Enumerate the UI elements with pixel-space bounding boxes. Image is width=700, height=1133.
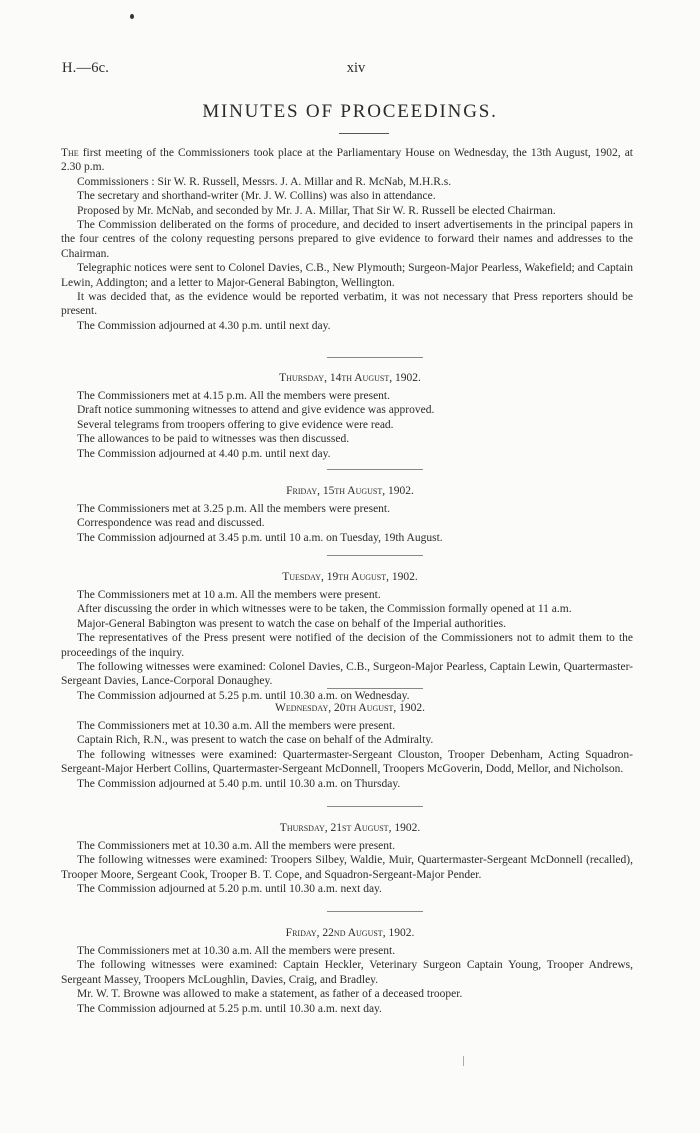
section-separator	[327, 911, 423, 912]
session-heading: Thursday, 21st August, 1902.	[279, 822, 421, 834]
session-body	[61, 719, 633, 791]
session-body	[61, 944, 633, 1016]
session-heading: Friday, 15th August, 1902.	[286, 485, 414, 497]
paragraph: The Commission adjourned at 5.25 p.m. until 10.30 a.m. on Wednesday.	[77, 689, 410, 702]
paragraph: The Commission adjourned at 4.30 p.m. until next day.	[77, 319, 331, 332]
paragraph: Commissioners : Sir W. R. Russell, Messrs. J. A. Millar and R. McNab, M.H.R.s.	[77, 175, 452, 188]
paragraph: After discussing the order in which witnesses were to be taken, the Commission formally opened at 11 a.m.	[77, 603, 572, 616]
paragraph: The representatives of the Press present were notified of the decision of the Commissioners not to admit them to the proceedings of the inquiry.	[61, 632, 633, 659]
section-separator	[327, 806, 423, 807]
session-date: 21st August, 1902.	[330, 822, 421, 834]
page-title: MINUTES OF PROCEEDINGS.	[202, 101, 498, 122]
paragraph: The allowances to be paid to witnesses was then discussed.	[77, 433, 350, 446]
paragraph: Major-General Babington was present to watch the case on behalf of the Imperial authorities.	[77, 617, 506, 630]
paragraph: The following witnesses were examined: Colonel Davies, C.B., Surgeon-Major Pearless, Captain Lewin, Quartermaster-Sergeant Davies, Lance-Corporal Donaughey.	[61, 661, 633, 688]
header-page-number: xiv	[346, 60, 366, 76]
session-heading: Thursday, 14th August, 1902.	[279, 372, 421, 384]
session-body	[61, 839, 633, 897]
session-heading: Wednesday, 20th August, 1902.	[275, 702, 425, 714]
paragraph: Proposed by Mr. McNab, and seconded by Mr. J. A. Millar, That Sir W. R. Russell be elected Chairman.	[77, 204, 556, 217]
section-separator	[327, 688, 423, 689]
paragraph: Telegraphic notices were sent to Colonel Davies, C.B., New Plymouth; Surgeon-Major Pearless, Wakefield; and Captain Lewin, Addington; and a letter to Major-General Babington, Wellington.	[61, 262, 633, 289]
paragraph: Several telegrams from troopers offering to give evidence were read.	[77, 418, 394, 431]
paragraph: Captain Rich, R.N., was present to watch the case on behalf of the Admiralty.	[77, 734, 434, 747]
session-heading: Tuesday, 19th August, 1902.	[282, 571, 418, 583]
session-date: 20th August, 1902.	[333, 702, 425, 714]
drop-word: The	[61, 147, 79, 159]
paragraph: The Commission adjourned at 4.40 p.m. until next day.	[77, 447, 331, 460]
session-day: Friday	[285, 927, 317, 939]
session-day: Tuesday	[282, 571, 321, 583]
session-body	[61, 389, 633, 461]
paragraph: The first meeting of the Commissioners took place at the Parliamentary House on Wednesday, the 13th August, 1902, at 2.30 p.m.	[61, 147, 633, 174]
session-heading: Friday, 22nd August, 1902.	[285, 927, 415, 939]
paragraph: The Commission adjourned at 3.45 p.m. until 10 a.m. on Tuesday, 19th August.	[77, 531, 443, 544]
paragraph: The Commissioners met at 4.15 p.m. All the members were present.	[77, 390, 390, 402]
paragraph: The Commission adjourned at 5.40 p.m. until 10.30 a.m. on Thursday.	[77, 777, 401, 790]
paragraph: Correspondence was read and discussed.	[77, 517, 265, 530]
session-body	[61, 588, 633, 703]
section-separator	[327, 555, 423, 556]
paragraph: The following witnesses were examined: Captain Heckler, Veterinary Surgeon Captain Young, Trooper Andrews, Sergeant Massey, Troopers McLoughlin, Davies, Craig, and Bradley.	[61, 959, 633, 986]
session-day: Thursday	[279, 372, 325, 384]
scan-mark	[463, 1056, 464, 1066]
session-date: 19th August, 1902.	[326, 571, 418, 583]
session-date: 15th August, 1902.	[322, 485, 414, 497]
session-day: Friday	[286, 485, 318, 497]
paragraph: Mr. W. T. Browne was allowed to make a statement, as father of a deceased trooper.	[77, 988, 463, 1001]
paragraph: The Commissioners met at 10 a.m. All the members were present.	[77, 589, 381, 601]
ink-speck	[130, 14, 134, 19]
paragraph: Draft notice summoning witnesses to attend and give evidence was approved.	[77, 404, 435, 417]
paragraph: The Commission adjourned at 5.20 p.m. until 10.30 a.m. next day.	[77, 883, 382, 896]
paragraph: The Commission adjourned at 5.25 p.m. until 10.30 a.m. next day.	[77, 1002, 382, 1015]
title-rule	[339, 133, 389, 134]
paragraph: The secretary and shorthand-writer (Mr. J. W. Collins) was also in attendance.	[77, 190, 436, 203]
first-meeting-section	[61, 146, 633, 333]
session-date: 14th August, 1902.	[329, 372, 421, 384]
session-day: Thursday	[279, 822, 325, 834]
section-separator	[327, 469, 423, 470]
paragraph: The Commissioners met at 10.30 a.m. All the members were present.	[77, 840, 396, 852]
paragraph: The following witnesses were examined: Troopers Silbey, Waldie, Muir, Quartermaster-Sergeant McDonnell (recalled), Trooper Moore, Sergeant Cook, Trooper B. T. Cope, and Squadron-Sergeant-Major Pender.	[61, 854, 633, 881]
header-reference: H.—6c.	[62, 60, 110, 76]
paragraph: It was decided that, as the evidence would be reported verbatim, it was not necessary that Press reporters should be present.	[61, 291, 633, 318]
section-separator	[327, 357, 423, 358]
session-body	[61, 502, 633, 545]
session-day: Wednesday	[275, 702, 329, 714]
paragraph: The Commissioners met at 10.30 a.m. All the members were present.	[77, 720, 396, 732]
paragraph: The Commissioners met at 3.25 p.m. All the members were present.	[77, 503, 390, 515]
paragraph: The following witnesses were examined: Quartermaster-Sergeant Clouston, Trooper Debenham, Acting Squadron-Sergeant-Major Herbert Collins, Quartermaster-Sergeant McDonnell, Troopers McGoverin, Dodd, Mellor, and Nicholson.	[61, 748, 633, 776]
session-date: 22nd August, 1902.	[322, 927, 415, 939]
paragraph: The Commissioners met at 10.30 a.m. All the members were present.	[77, 945, 396, 957]
paragraph: The Commission deliberated on the forms of procedure, and decided to insert advertisements in the principal papers in the four centres of the colony requesting persons prepared to give evidence to forward their names and addresses to the Chairman.	[61, 219, 633, 260]
